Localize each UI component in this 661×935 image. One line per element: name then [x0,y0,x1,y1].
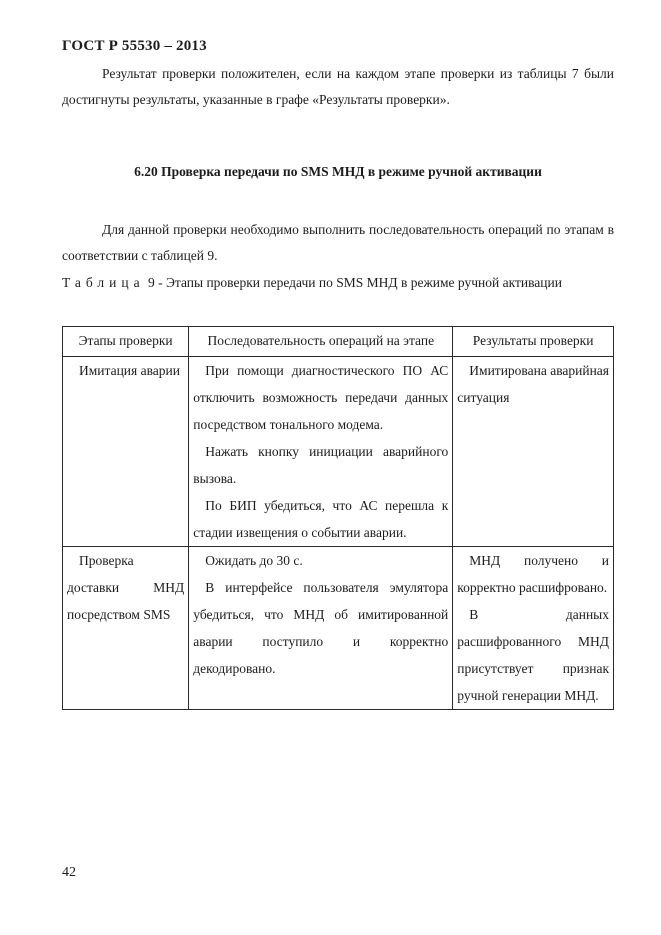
stage-cell [63,357,189,547]
table-header-row [63,327,614,357]
section-title: 6.20 Проверка передачи по SMS МНД в режиме ручной активации [134,164,542,179]
result-text: В данных расшифрованного МНД присутствует признак ручной генерации МНД. [457,607,609,703]
operation-step: Нажать кнопку инициации аварийного вызова. [193,444,449,486]
table-row [63,547,614,710]
stage-text: Проверка доставки МНД посредством SMS [67,553,185,622]
table-row [63,357,614,547]
stage-text: Имитация аварии [79,363,180,378]
table-caption-text: 9 - Этапы проверки передачи по SMS МНД в режиме ручной активации [144,275,562,290]
header-operations: Последовательность операций на этапе [189,327,453,357]
header-stages: Этапы проверки [63,327,189,357]
section-paragraph: Для данной проверки необходимо выполнить последовательность операций по этапам в соответствии с таблицей 9. [62,222,614,263]
intro-paragraph: Результат проверки положителен, если на каждом этапе проверки из таблицы 7 были достигнуты результаты, указанные в графе «Результаты проверки». [62,66,614,107]
results-cell [453,357,614,547]
operation-step: При помощи диагностического ПО АС отключить возможность передачи данных посредством тонального модема. [193,363,449,432]
stage-cell [63,547,189,710]
operation-step: По БИП убедиться, что АС перешла к стадии извещения о событии аварии. [193,498,449,540]
operation-step: Ожидать до 30 с. [205,553,303,568]
results-cell [453,547,614,710]
header-results: Результаты проверки [453,327,614,357]
operations-cell [189,547,453,710]
operations-cell [189,357,453,547]
operation-step: В интерфейсе пользователя эмулятора убедиться, что МНД об имитированной аварии поступило и корректно декодировано. [193,580,449,676]
result-text: Имитирована аварийная ситуация [457,363,610,405]
verification-table [62,326,614,710]
page-number: 42 [62,865,76,880]
table-caption-word: Таблица [62,275,145,290]
result-text: МНД получено и корректно расшифровано. [457,553,609,595]
document-header: ГОСТ Р 55530 – 2013 [62,38,207,54]
table-caption [62,272,614,294]
